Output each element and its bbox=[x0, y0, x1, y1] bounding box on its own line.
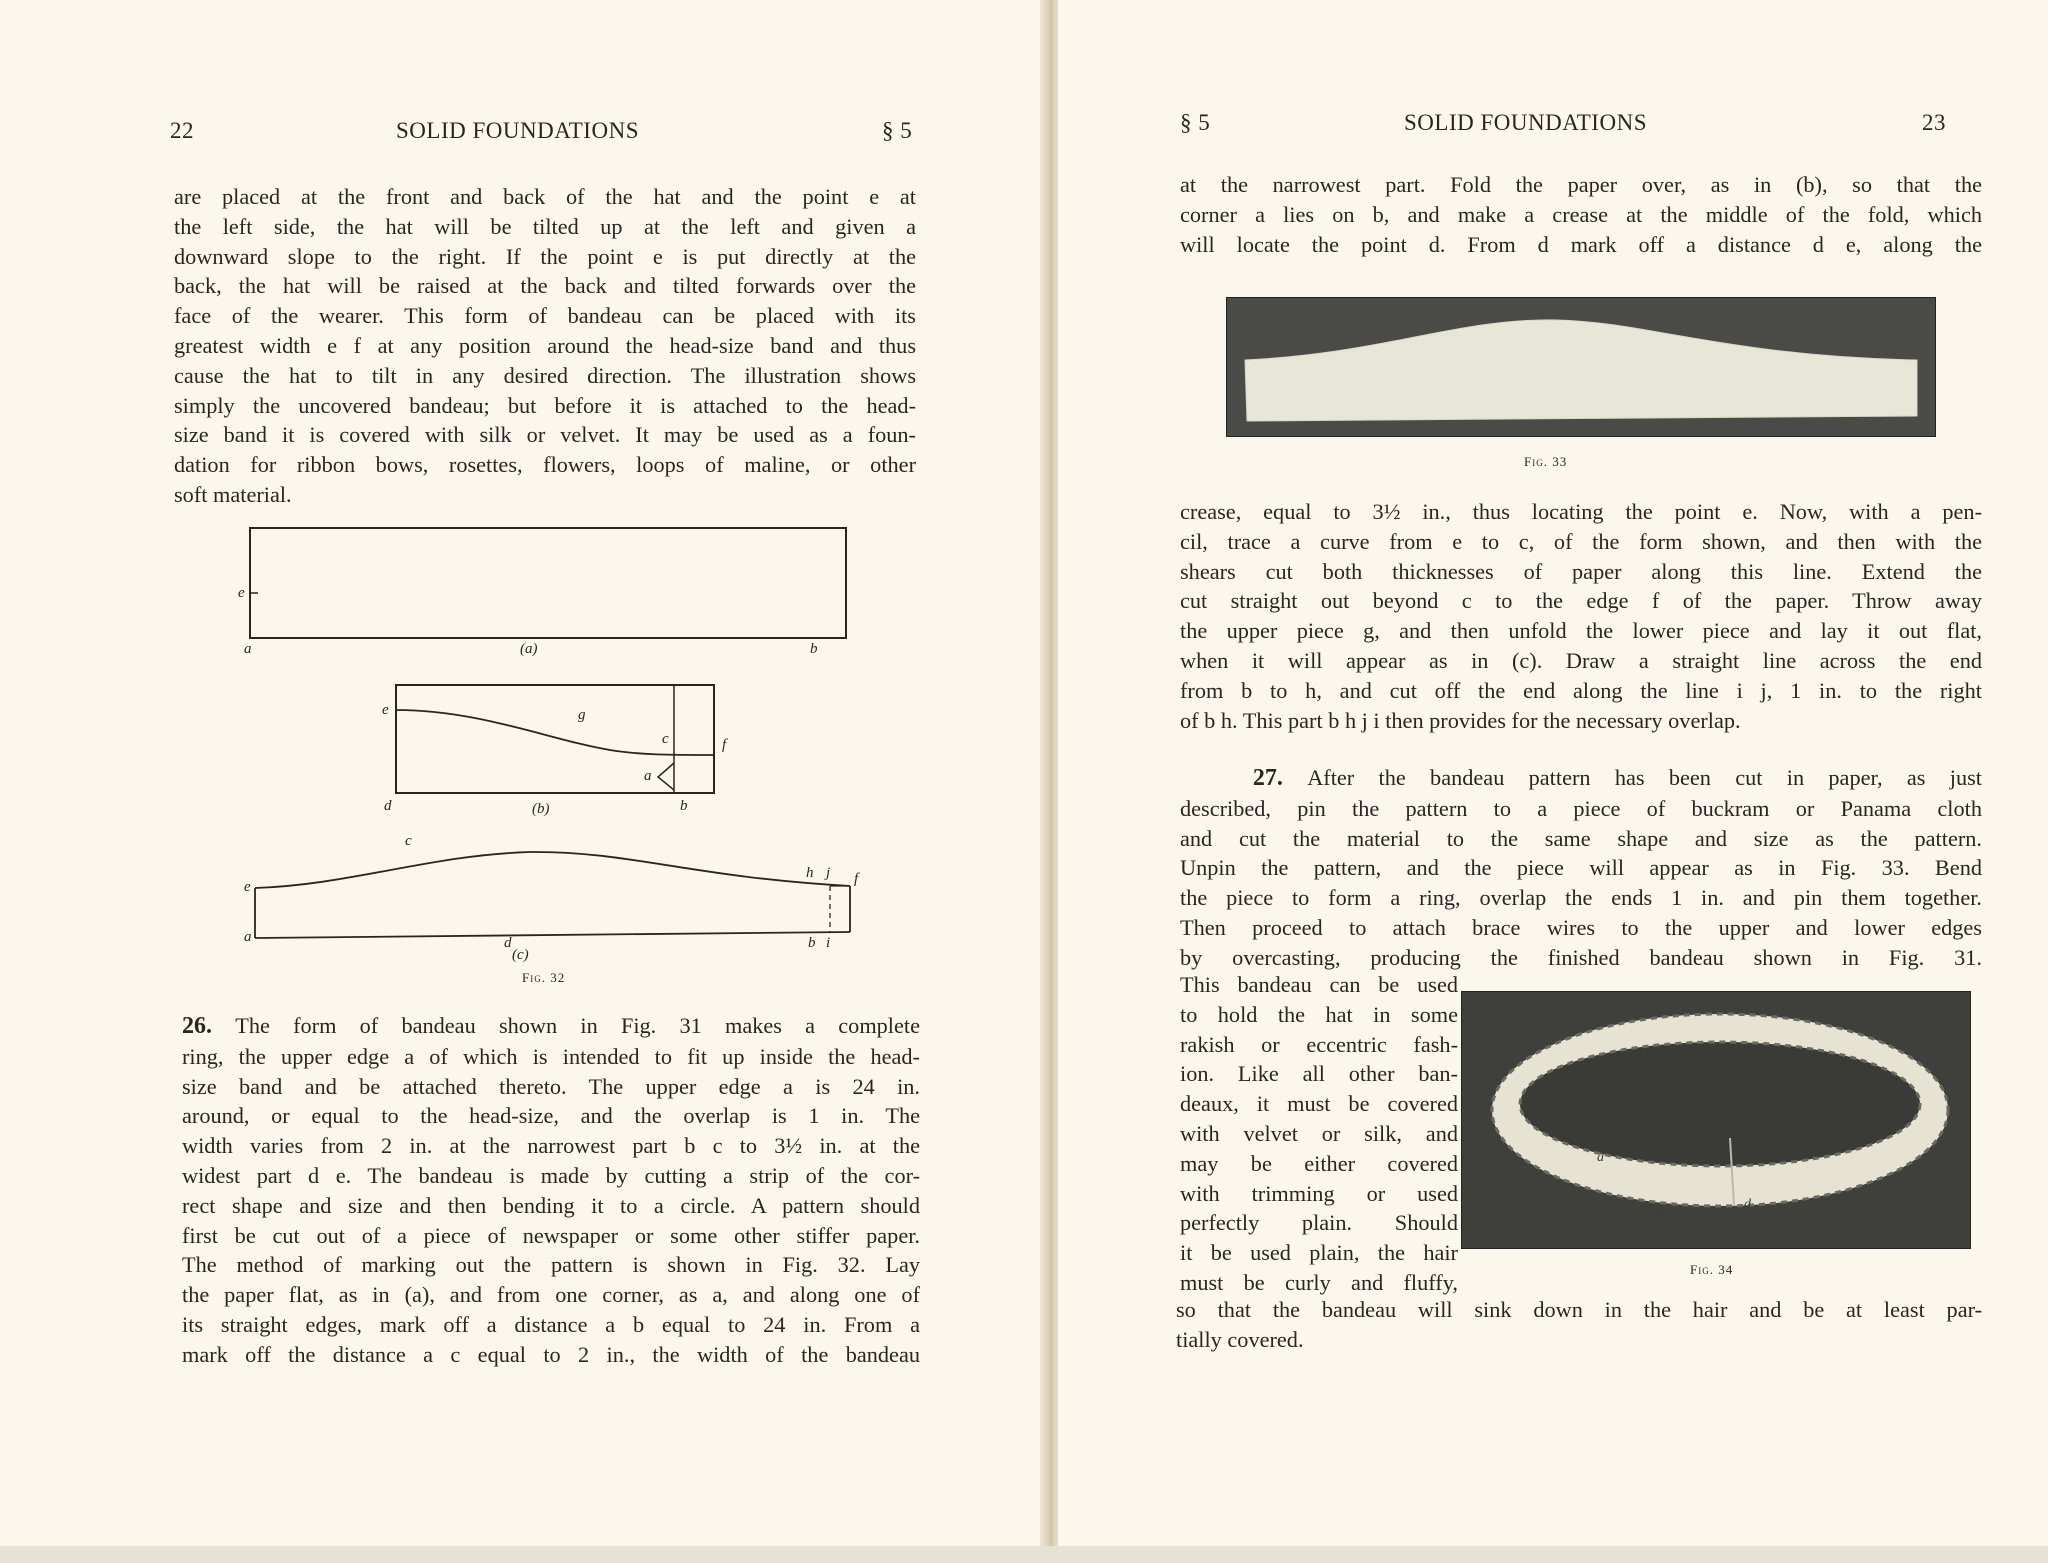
diagram-label: g bbox=[578, 707, 586, 723]
diagram-label: e bbox=[244, 879, 251, 895]
text-line: the paper flat, as in (a), and from one corner, as a, and along one of bbox=[182, 1282, 920, 1308]
diagram-a-rectangle bbox=[250, 528, 846, 638]
text-line: shears cut both thicknesses of paper along this line. Extend the bbox=[1180, 558, 1982, 584]
text-line: cause the hat to tilt in any desired direction. The illustration shows bbox=[174, 362, 916, 388]
diagram-label: f bbox=[722, 737, 727, 753]
text-line: cil, trace a curve from e to c, of the form shown, and then with the bbox=[1180, 528, 1982, 554]
text-line: around, or equal to the head-size, and the overlap is 1 in. The bbox=[182, 1103, 920, 1129]
text-line: will locate the point d. From d mark off a distance d e, along the bbox=[1180, 231, 1982, 257]
text-line: soft material. bbox=[174, 481, 292, 507]
text-line: ring, the upper edge a of which is intended to fit up inside the head- bbox=[182, 1043, 920, 1069]
text-line: described, pin the pattern to a piece of buckram or Panama cloth bbox=[1180, 795, 1982, 821]
paragraph-continued bbox=[1180, 170, 1982, 259]
text-line: downward slope to the right. If the point e is put directly at the bbox=[174, 243, 916, 269]
text-line: mark off the distance a c equal to 2 in., the width of the bandeau bbox=[182, 1341, 920, 1367]
text-line: perfectly plain. Should bbox=[1180, 1210, 1458, 1236]
text-line: This bandeau can be used bbox=[1180, 972, 1458, 997]
book-bottom-edge bbox=[0, 1546, 2048, 1563]
text-line: ion. Like all other ban- bbox=[1180, 1061, 1458, 1087]
diagram-label: d bbox=[504, 935, 512, 951]
text-line: greatest width e f at any position around the head-size band and thus bbox=[174, 332, 916, 358]
text-line: width varies from 2 in. at the narrowest part b c to 3½ in. at the bbox=[182, 1133, 920, 1159]
section-mark: § 5 bbox=[882, 118, 913, 143]
text-line: the upper piece g, and then unfold the lower piece and lay it out flat, bbox=[1180, 618, 1982, 644]
text-line: corner a lies on b, and make a crease at the middle of the fold, which bbox=[1180, 201, 1982, 227]
text-line: rakish or eccentric fash- bbox=[1180, 1031, 1458, 1057]
text-line: when it will appear as in (c). Draw a straight line across the end bbox=[1180, 647, 1982, 673]
right-page bbox=[1058, 0, 2048, 1563]
text-line: size band and be attached thereto. The upper edge a is 24 in. bbox=[182, 1073, 920, 1099]
text-line: back, the hat will be raised at the back and tilted forwards over the bbox=[174, 273, 916, 299]
paragraph-number: 26. bbox=[182, 1013, 212, 1039]
figure-34-photo bbox=[1461, 991, 1971, 1249]
text-line: The method of marking out the pattern is shown in Fig. 32. Lay bbox=[182, 1252, 920, 1278]
text-line: the left side, the hat will be tilted up at the left and given a bbox=[174, 213, 916, 239]
paragraph-end bbox=[1176, 1295, 1982, 1355]
diagram-label: c bbox=[405, 833, 412, 849]
diagram-label: a bbox=[644, 768, 652, 784]
float-text-column bbox=[1180, 970, 1458, 1298]
page-number: 22 bbox=[170, 118, 194, 143]
paragraph-continued-2 bbox=[1180, 497, 1982, 735]
text-line: cut straight out beyond c to the edge f of the paper. Throw away bbox=[1180, 588, 1982, 614]
text-line: to hold the hat in some bbox=[1180, 1001, 1458, 1027]
text-line: at the narrowest part. Fold the paper over, as in (b), so that the bbox=[1180, 172, 1982, 197]
running-title: SOLID FOUNDATIONS bbox=[396, 118, 639, 143]
text-line: tially covered. bbox=[1176, 1326, 1304, 1352]
text-line: the piece to form a ring, overlap the ends 1 in. and pin them together. bbox=[1180, 885, 1982, 911]
diagram-label: (b) bbox=[532, 801, 550, 817]
text-line: and cut the material to the same shape and size as the pattern. bbox=[1180, 825, 1982, 851]
text-line: from b to h, and cut off the end along the line i j, 1 in. to the right bbox=[1180, 677, 1982, 703]
diagram-label: j bbox=[826, 865, 831, 881]
diagram-label: (c) bbox=[512, 947, 529, 963]
page-number: 23 bbox=[1922, 110, 1946, 135]
text-line: first be cut out of a piece of newspaper or some other stiffer paper. bbox=[182, 1222, 920, 1248]
diagram-label: f bbox=[854, 871, 859, 887]
diagram-label: d bbox=[384, 798, 392, 814]
diagram-label: a bbox=[244, 929, 252, 945]
paragraph-continued bbox=[174, 182, 916, 510]
text-line: deaux, it must be covered bbox=[1180, 1091, 1458, 1117]
diagram-label: e bbox=[238, 585, 245, 601]
diagram-label: h bbox=[806, 865, 814, 881]
section-mark: § 5 bbox=[1180, 110, 1211, 135]
paragraph-number: 27. bbox=[1252, 765, 1283, 791]
figure-caption: Fig. 33 bbox=[1524, 454, 1568, 469]
diagram-label: c bbox=[662, 731, 669, 747]
diagram-label: b bbox=[808, 935, 816, 951]
text-line: widest part d e. The bandeau is made by cutting a strip of the cor- bbox=[182, 1162, 920, 1188]
text-line: of b h. This part b h j i then provides for the necessary overlap. bbox=[1180, 707, 1741, 733]
text-line: may be either covered bbox=[1180, 1150, 1458, 1176]
text-line: it be used plain, the hair bbox=[1180, 1240, 1458, 1266]
text-line: size band it is covered with silk or velvet. It may be used as a foun- bbox=[174, 422, 916, 448]
text-line: must be curly and fluffy, bbox=[1180, 1269, 1458, 1295]
figure-33-photo bbox=[1226, 297, 1936, 437]
text-line: dation for ribbon bows, rosettes, flowers, loops of maline, or other bbox=[174, 452, 916, 478]
figure-32-diagram bbox=[230, 515, 870, 995]
text-line: with trimming or used bbox=[1180, 1180, 1458, 1206]
paragraph-26 bbox=[182, 1011, 920, 1370]
paragraph-27 bbox=[1180, 763, 1982, 973]
running-title: SOLID FOUNDATIONS bbox=[1404, 110, 1647, 135]
diagram-label: b bbox=[810, 641, 818, 657]
text-line: face of the wearer. This form of bandeau can be placed with its bbox=[174, 303, 916, 329]
photo-label: c bbox=[1657, 1203, 1664, 1218]
photo-label: d bbox=[1744, 1197, 1751, 1212]
figure-caption: Fig. 32 bbox=[522, 970, 566, 985]
bandeau-strip-image bbox=[1227, 298, 1935, 436]
photo-label: a bbox=[1597, 1150, 1604, 1165]
figure-caption: Fig. 34 bbox=[1690, 1262, 1734, 1277]
text-line: Unpin the pattern, and the piece will appear as in Fig. 33. Bend bbox=[1180, 855, 1982, 881]
text-line: After the bandeau pattern has been cut in paper, as just bbox=[1307, 765, 1982, 790]
bandeau-ring-image bbox=[1462, 992, 1970, 1248]
text-line: simply the uncovered bandeau; but before it is attached to the head- bbox=[174, 392, 916, 418]
text-line: its straight edges, mark off a distance a b equal to 24 in. From a bbox=[182, 1311, 920, 1337]
diagram-label: a bbox=[244, 641, 252, 657]
diagram-label: (a) bbox=[520, 641, 538, 657]
text-line: with velvet or silk, and bbox=[1180, 1120, 1458, 1146]
diagram-label: b bbox=[680, 798, 688, 814]
text-line: Then proceed to attach brace wires to the upper and lower edges bbox=[1180, 914, 1982, 940]
text-line: The form of bandeau shown in Fig. 31 makes a complete bbox=[235, 1013, 920, 1038]
text-line: rect shape and size and then bending it to a circle. A pattern should bbox=[182, 1192, 920, 1218]
text-line: by overcasting, producing the finished bandeau shown in Fig. 31. bbox=[1180, 944, 1982, 970]
photo-label: b bbox=[1817, 1146, 1824, 1161]
text-line: crease, equal to 3½ in., thus locating the point e. Now, with a pen- bbox=[1180, 499, 1982, 524]
diagram-label: i bbox=[826, 935, 831, 951]
text-line: so that the bandeau will sink down in the hair and be at least par- bbox=[1176, 1297, 1982, 1322]
text-line: are placed at the front and back of the hat and the point e at bbox=[174, 184, 916, 209]
diagram-label: e bbox=[382, 702, 389, 718]
